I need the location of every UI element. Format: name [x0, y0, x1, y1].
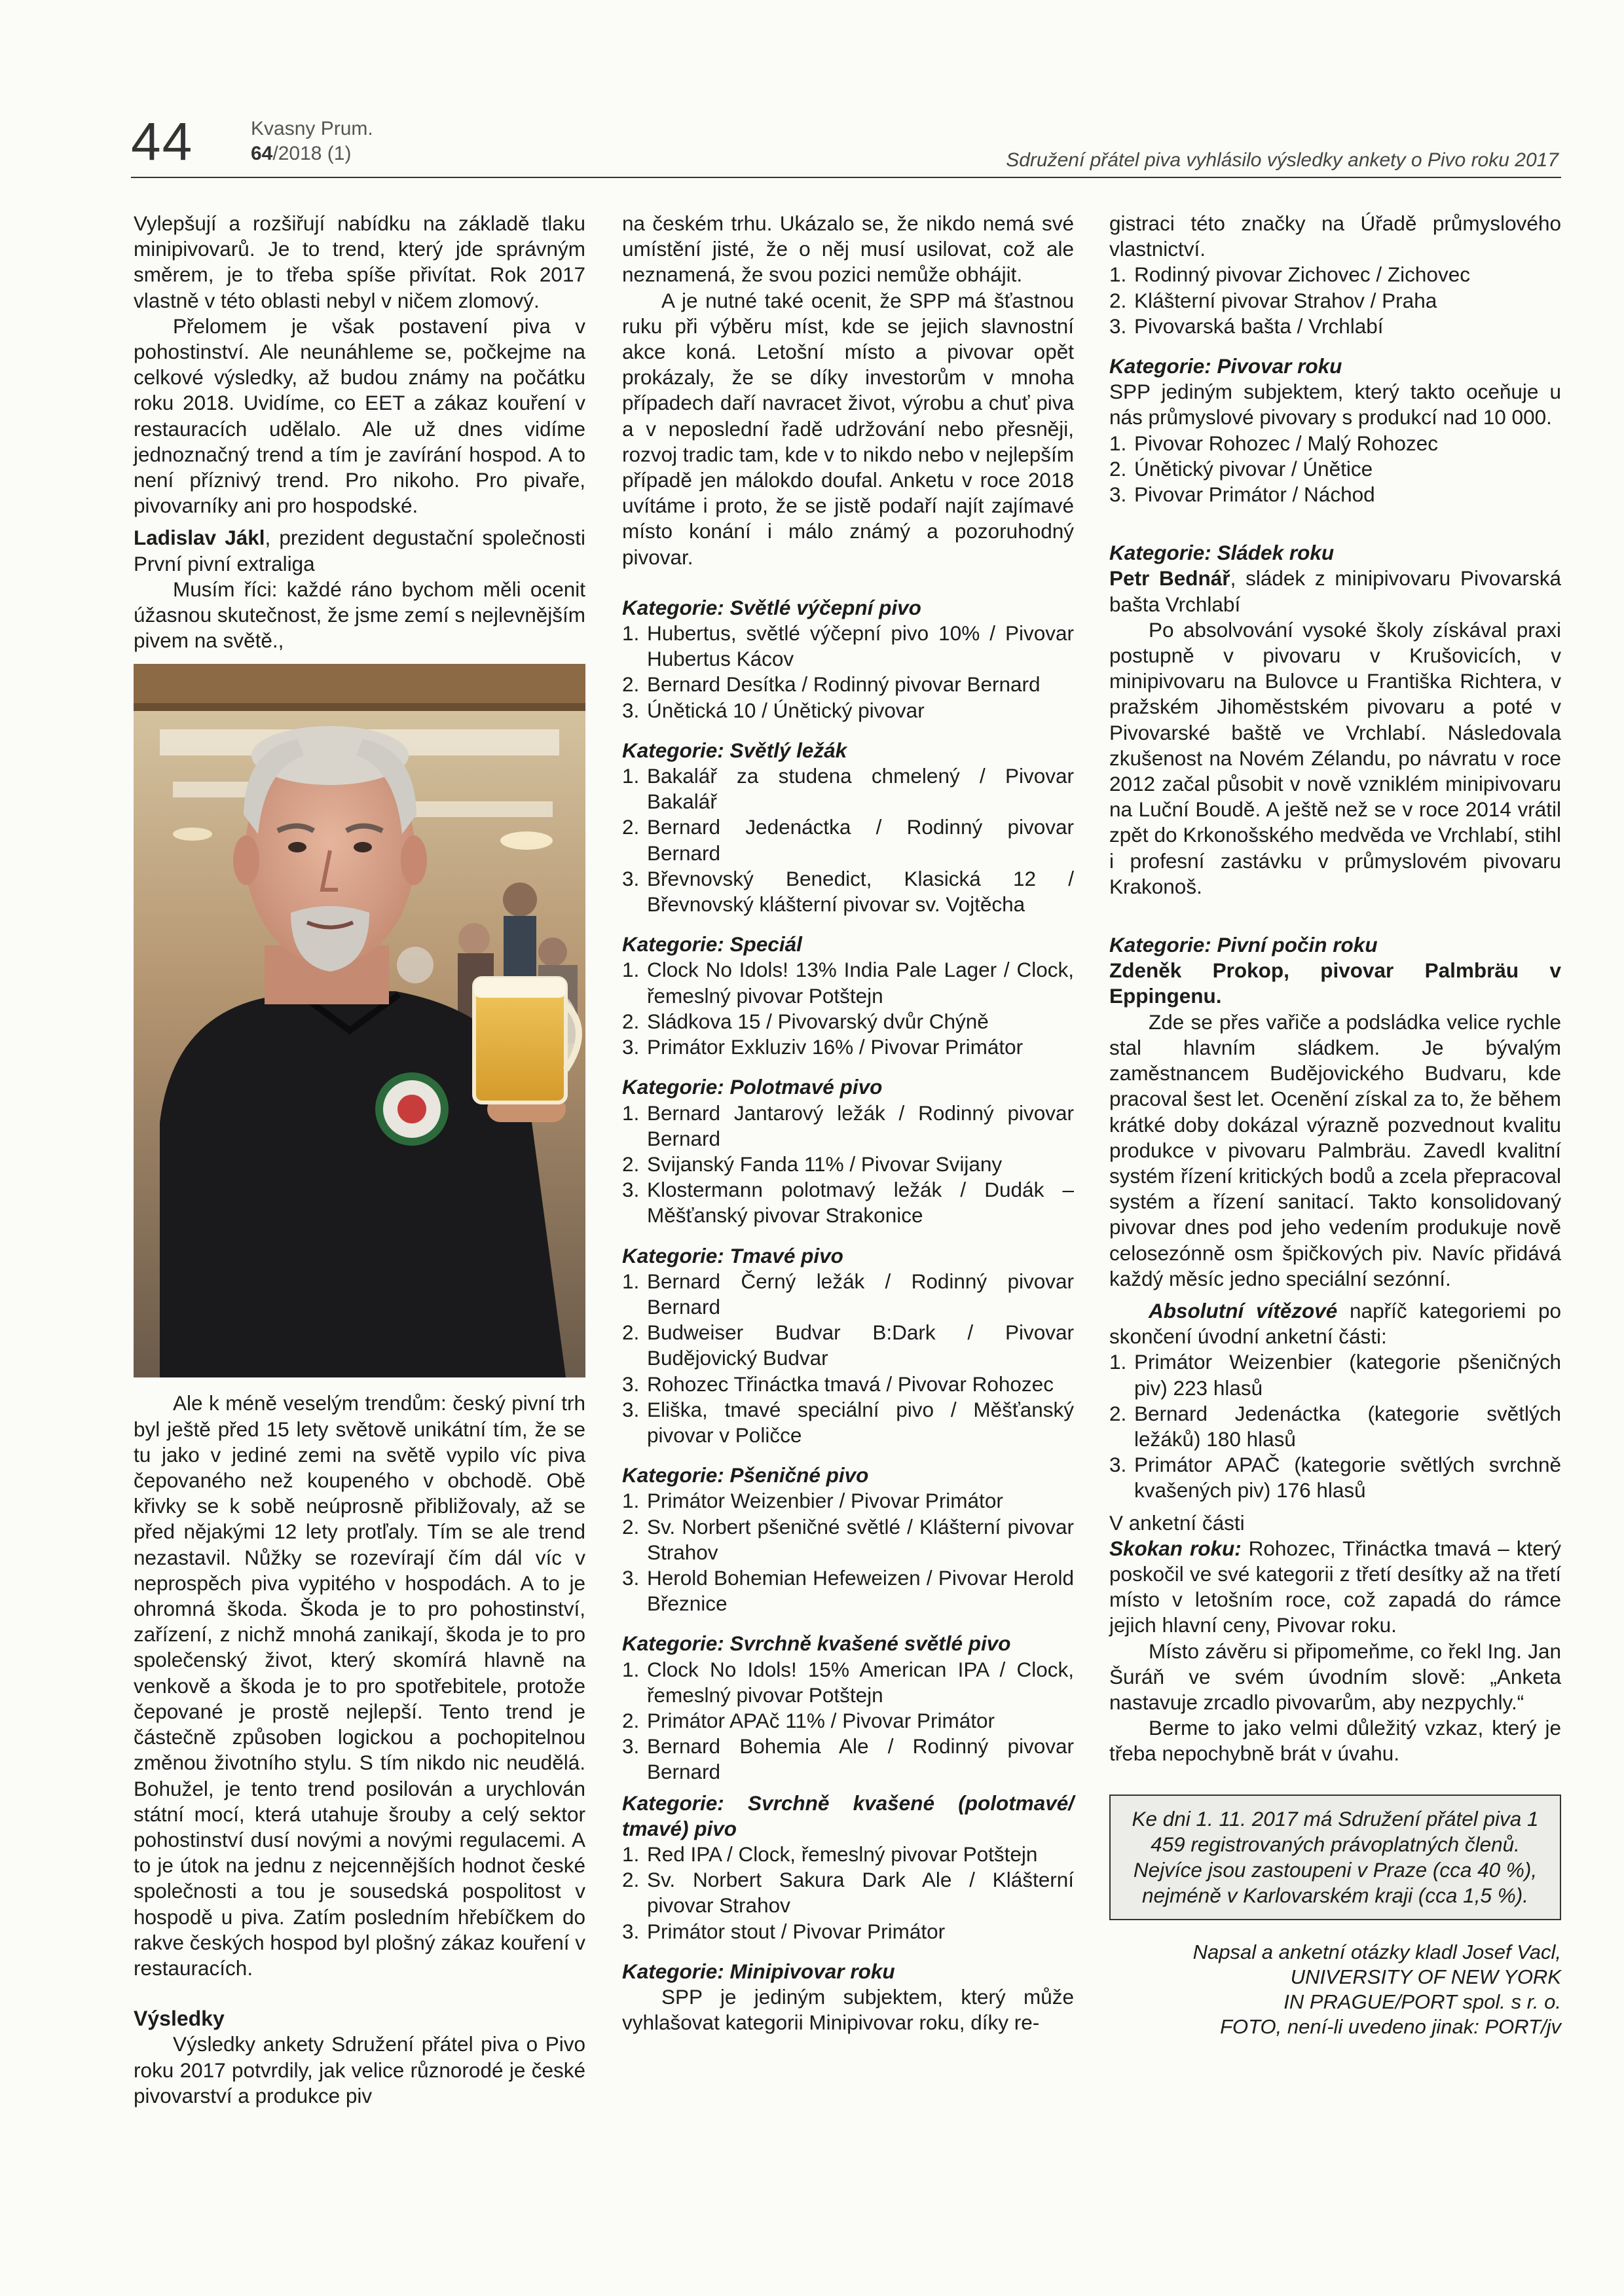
list-item: 1. Bernard Jantarový ležák / Rodinný pivovar Bernard: [622, 1101, 1074, 1150]
category-heading: Kategorie: Světlé výčepní pivo: [622, 595, 921, 619]
author-signature: Napsal a anketní otázky kladl Josef Vacl, UNIVERSITY OF NEW YORK IN PRAGUE/PORT spol. s r. o. FOTO, není-li uvedeno jinak: PORT/jv: [1192, 1940, 1561, 2038]
paragraph: A je nutné také ocenit, že SPP má šťastnou ruku při výběru míst, kde se jejich slavnostní akce koná. Letošní místo a pivovar opět prokázaly, že se díky investorům v mnoha případech daří navracet život, výrobu a chuť piva a v neposlední řadě udržování nebo přesněji, rozvoj tradic tam, kde v to nikdo nebo v nejlepším případě jen málokdo doufal. Anketu v roce 2018 uvítáme i proto, že se jistě podaří najít zajímavé místo konání i málo známý a pozoruhodný pivovar.: [622, 288, 1074, 569]
list-item: 1. Pivovar Rohozec / Malý Rohozec: [1109, 431, 1438, 455]
sladek-line: Petr Bednář, sládek z minipivovaru Pivovarská bašta Vrchlabí: [1109, 566, 1561, 616]
category-heading: Kategorie: Světlý ležák: [622, 738, 847, 762]
list-item: 3. Únětická 10 / Únětický pivovar: [622, 698, 925, 722]
list-item: 3. Eliška, tmavé speciální pivo / Měšťanský pivovar v Poličce: [622, 1397, 1074, 1447]
paragraph: Zde se přes vařiče a podsládka velice rychle stal hlavním sládkem. Je bývalým zaměstnancem Budějovického Budvaru, kde pracoval šest let. Ocenění získal za to, že během krátké doby dokázal výrazně pozvednout kvalitu produkce v pivovaru Palmbräu. Zavedl kvalitní systém řízení kritických bodů a zcela přepracoval systém a řízení sanitací. Takto konsolidovaný pivovar dnes pod jeho vedením produkuje nově celosezónně osm špičkových piv. Navíc přidává každý měsíc jedno speciální sezónní.: [1109, 1010, 1561, 1290]
column-3: [1109, 211, 1561, 2039]
list-item: 2. Sládkova 15 / Pivovarský dvůr Chýně: [622, 1009, 989, 1033]
list-item: 1. Clock No Idols! 13% India Pale Lager / Clock, řemeslný pivovar Potštejn: [622, 958, 1074, 1008]
journal-year-issue: /2018 (1): [272, 143, 352, 164]
list-item: 2. Únětický pivovar / Únětice: [1109, 456, 1373, 481]
list-item: 3. Břevnovský Benedict, Klasická 12 / Břevnovský klášterní pivovar sv. Vojtěcha: [622, 866, 1074, 917]
list-item: 1. Red IPA / Clock, řemeslný pivovar Potštejn: [622, 1842, 1038, 1866]
absolute-winners-list: [1109, 1349, 1561, 1503]
speaker-role: , prezident degustační společnosti První pivní extraliga: [134, 526, 585, 575]
category-heading: Kategorie: Pšeničné pivo: [622, 1463, 869, 1487]
list-item: 1. Rodinný pivovar Zichovec / Zichovec: [1109, 263, 1470, 287]
category-list: [622, 763, 1074, 917]
category-list: [622, 1269, 1074, 1448]
list-item: 3. Rohozec Třináctka tmavá / Pivovar Rohozec: [622, 1372, 1054, 1396]
running-title: Sdružení přátel piva vyhlásilo výsledky ankety o Pivo roku 2017: [1006, 149, 1559, 171]
category-heading: Kategorie: Pivovar roku: [1109, 354, 1342, 378]
skokan-paragraph: Skokan roku: Rohozec, Třináctka tmavá – který poskočil ve své kategorii z třetí desítky až na třetí místo v letošním roce, což zapadá do rámce jejich hlavní ceny, Pivovar roku.: [1109, 1536, 1561, 1637]
portrait-illustration: [134, 664, 585, 1377]
paragraph: Místo závěru si připomeňme, co řekl Ing. Jan Šuráň ve svém úvodním slově: „Anketa nastavuje zrcadlo pivovarům, aby nezpychly.“: [1109, 1639, 1561, 1714]
journal-volume: 64: [251, 143, 273, 164]
list-item: 1. Primátor Weizenbier / Pivovar Primátor: [622, 1489, 1003, 1513]
list-item: 2. Svijanský Fanda 11% / Pivovar Svijany: [622, 1152, 1003, 1176]
paragraph: Vylepšují a rozšiřují nabídku na základě tlaku minipivovarů. Je to trend, který jde správným směrem, je to třeba spíše přivítat. Rok 2017 vlastně v této oblasti nebyl v ničem zlomový.: [134, 211, 585, 312]
section-heading: Výsledky: [134, 2007, 225, 2031]
paragraph: Výsledky ankety Sdružení přátel piva o Pivo roku 2017 potvrdily, jak velice různorodé je české pivovarství a produkce piv: [134, 2032, 585, 2107]
list-item: 2. Budweiser Budvar B:Dark / Pivovar Budějovický Budvar: [622, 1321, 1074, 1370]
list-item: 2. Bernard Desítka / Rodinný pivovar Bernard: [622, 672, 1041, 697]
category-list: [622, 1657, 1074, 1785]
category-list: [622, 621, 1074, 723]
list-item: 2. Bernard Jedenáctka / Rodinný pivovar Bernard: [622, 815, 1074, 865]
paragraph: Ale k méně veselým trendům: český pivní trh byl ještě před 15 lety světově unikátní tím, že se tu jako v jediné zemi na světě vypilo víc piva čepovaného než koupeného v obchodě. Obě křivky se k sobě neúprosně přibližovaly, až se před nějakými 12 lety protľaly. Tím se ale trend nezastavil. Nůžky se rozevírají čím dál víc v neprospěch piva vypitého v hospodách. A to je ohromná škoda. Škoda je to pro pohostinství, zařízení, z nichž mnohá zanikají, škoda je to pro společenský život, který skomírá hlavně na venkově a škoda je to pro spotřebitele, protože čepované je prostě nejlepší. Tento trend je částečně způsoben logickou a pochopitelnou změnou životního stylu. S tím nikdo nic neudělá. Bohužel, je tento trend posilován a urychlován státní mocí, která utahuje šrouby a celý sektor pohostinství dusí novými a novými regulacemi. A to je útok na jednu z nejcennějších hodnot české společnosti a tou je sousedská pospolitost v hospodě u piva. Zatím posledním hřebíčkem do rakve českých hospod byl plošný zákaz kouření v restauracích.: [134, 1391, 585, 1980]
list-item: 3. Pivovarská bašta / Vrchlabí: [1109, 314, 1384, 338]
list-item: 3. Primátor APAČ (kategorie světlých svrchně kvašených piv) 176 hlasů: [1109, 1453, 1561, 1503]
category-heading: Kategorie: Pivní počin roku: [1109, 933, 1378, 957]
header-rule: [131, 177, 1561, 178]
list-item: 3. Primátor stout / Pivovar Primátor: [622, 1919, 946, 1943]
list-item: 2. Primátor APAč 11% / Pivovar Primátor: [622, 1708, 995, 1732]
category-heading: Kategorie: Polotmavé pivo: [622, 1075, 883, 1099]
paragraph: Po absolvování vysoké školy získával praxi postupně v pivovaru v Krušovicích, v minipivovaru na Bulovce u Františka Richtera, v pražském Jihoměstském pivovaru a poté v Pivovarské baště ve Vrchlabí. Následovala zkušenost na Novém Zélandu, po návratu v roce 2012 začal působit v nově vzniklém minipivovaru na Luční Boudě. A ještě než se v roce 2014 vrátil zpět do Krkonošského medvěda ve Vrchlabí, stihl i profesní zastávku v průmyslovém pivovaru Krakonoš.: [1109, 617, 1561, 898]
category-list: [622, 1101, 1074, 1229]
category-heading: Kategorie: Speciál: [622, 932, 802, 957]
list-item: 3. Bernard Bohemia Ale / Rodinný pivovar Bernard: [622, 1734, 1074, 1784]
list-item: 2. Sv. Norbert pšeničné světlé / Klášterní pivovar Strahov: [622, 1514, 1074, 1564]
pocin-name: Zdeněk Prokop, pivovar Palmbräu v Eppingenu.: [1109, 958, 1561, 1008]
paragraph: Musím říci: každé ráno bychom měli ocenit úžasnou skutečnost, že jsme zemí s nejlevnějším pivem na světě.,: [134, 577, 585, 653]
portrait-photo: [134, 664, 585, 1377]
list-item: 3. Pivovar Primátor / Náchod: [1109, 483, 1375, 507]
paragraph: SPP jediným subjektem, který takto oceňuje u nás průmyslové pivovary s produkcí nad 10 000.: [1109, 380, 1561, 429]
paragraph: gistraci této značky na Úřadě průmyslového vlastnictví.: [1109, 211, 1561, 261]
category-list: [622, 1842, 1074, 1944]
category-heading: Kategorie: Sládek roku: [1109, 541, 1335, 565]
column-1: [134, 211, 585, 2109]
member-stats-box: Ke dni 1. 11. 2017 má Sdružení přátel piva 1 459 registrovaných právoplatných členů. Nejvíce jsou zastoupeni v Praze (cca 40 %), nejméně v Karlovarském kraji (cca 1,5 %).: [1109, 1795, 1561, 1920]
list-item: 1. Bakalář za studena chmelený / Pivovar Bakalář: [622, 764, 1074, 814]
category-heading: Kategorie: Svrchně kvašené (polotmavé/ tmavé) pivo: [622, 1791, 1074, 1840]
page-number: 44: [131, 112, 194, 172]
list-item: 1. Bernard Černý ležák / Rodinný pivovar Bernard: [622, 1269, 1074, 1319]
column-2: [622, 211, 1074, 2035]
journal-title: Kvasny Prum.: [251, 118, 373, 139]
list-item: 2. Bernard Jedenáctka (kategorie světlých ležáků) 180 hlasů: [1109, 1401, 1561, 1451]
list-item: 2. Klášterní pivovar Strahov / Praha: [1109, 288, 1437, 312]
speaker-name: Ladislav Jákl: [134, 526, 265, 550]
category-heading: Kategorie: Svrchně kvašené světlé pivo: [622, 1631, 1011, 1656]
list-item: 1. Primátor Weizenbier (kategorie pšeničných piv) 223 hlasů: [1109, 1350, 1561, 1400]
sladek-name: Petr Bednář: [1109, 566, 1230, 591]
list-item: 3. Klostermann polotmavý ležák / Dudák – Měšťanský pivovar Strakonice: [622, 1178, 1074, 1228]
category-list: [622, 1488, 1074, 1616]
category-heading: Kategorie: Tmavé pivo: [622, 1243, 843, 1267]
list-item: 2. Sv. Norbert Sakura Dark Ale / Klášterní pivovar Strahov: [622, 1868, 1074, 1918]
paragraph: SPP je jediným subjektem, který může vyhlašovat kategorii Minipivovar roku, díky re-: [622, 1985, 1074, 2035]
paragraph: Přelomem je však postavení piva v pohostinství. Ale neunáhleme se, počkejme na celkové výsledky, až budou známy na počátku roku 2018. Uvidíme, co EET a zákaz kouření v restauracích udělalo. Ale už dnes vidíme jednoznačný trend a tím je zavírání hospod. A to není příznivý trend. Pro nikoho. Pro pivaře, pivovarníky ani pro hospodské.: [134, 314, 585, 518]
category-list: [622, 957, 1074, 1060]
list-item: 3. Herold Bohemian Hefeweizen / Pivovar Herold Březnice: [622, 1565, 1074, 1616]
speaker-line: [134, 525, 585, 576]
list-item: 3. Primátor Exkluziv 16% / Pivovar Primátor: [622, 1035, 1024, 1059]
paragraph: Berme to jako velmi důležitý vzkaz, který je třeba nepochybně brát v úvahu.: [1109, 1716, 1561, 1766]
pivovar-list: [1109, 431, 1561, 508]
paragraph: V anketní části: [1109, 1510, 1245, 1535]
list-item: 1. Clock No Idols! 15% American IPA / Clock, řemeslný pivovar Potštejn: [622, 1657, 1074, 1707]
category-heading: Kategorie: Minipivovar roku: [622, 1959, 895, 1983]
absolute-winners-lead: Absolutní vítězové napříč kategoriemi po skončení úvodní anketní části:: [1109, 1298, 1561, 1349]
paragraph: na českém trhu. Ukázalo se, že nikdo nemá své umístění jisté, že o něj musí usilovat, což ale neznamená, že svou pozici nemůže obhájit.: [622, 211, 1074, 287]
list-item: 1. Hubertus, světlé výčepní pivo 10% / Pivovar Hubertus Kácov: [622, 621, 1074, 671]
minipivovar-list: [1109, 262, 1561, 339]
journal-name: [251, 117, 373, 166]
